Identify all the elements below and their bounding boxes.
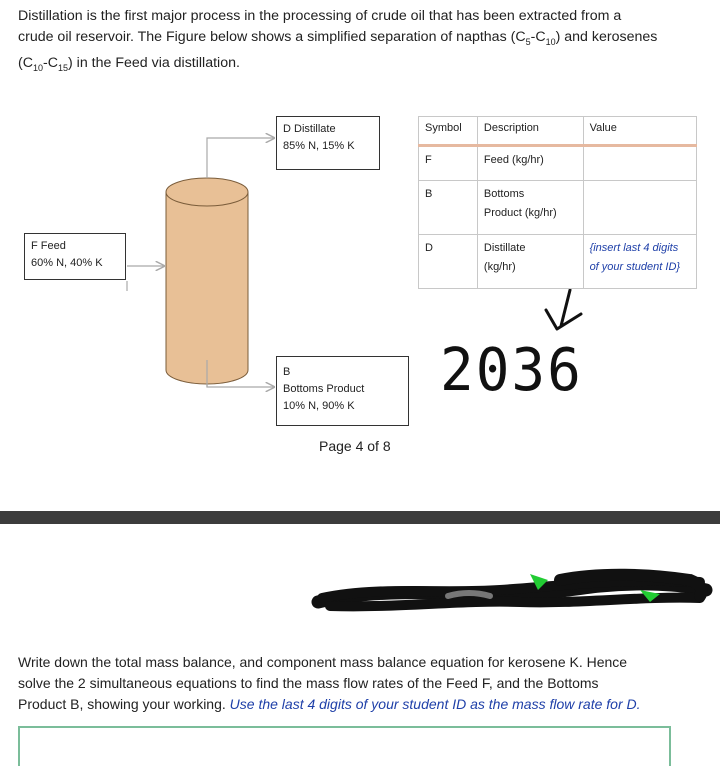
header-symbol: Symbol (419, 117, 478, 146)
question-line-2: solve the 2 simultaneous equations to find the mass flow rates of the Feed F, and the Bottoms (18, 675, 599, 691)
intro-line-1: Distillation is the first major process in the processing of crude oil that has been extracted from a (18, 8, 622, 24)
answer-box[interactable] (18, 726, 671, 766)
column-body (166, 192, 248, 384)
feed-box (24, 233, 126, 280)
feed-label: F Feed (31, 240, 66, 252)
table-row (419, 146, 697, 181)
distillate-line (207, 138, 274, 178)
flow-table (418, 116, 697, 289)
row-value: {insert last 4 digits of your student ID} (583, 235, 696, 289)
table-row (419, 235, 697, 289)
table-row (419, 181, 697, 235)
row-description: Distillate (kg/hr) (477, 235, 583, 289)
column-top (166, 178, 248, 206)
distillate-composition: 85% N, 15% K (283, 140, 355, 152)
question-paragraph (18, 652, 710, 715)
intro-line-2: crude oil reservoir. The Figure below shows a simplified separation of napthas $(C_5-C_{10})$ and kerosenes (18, 29, 658, 47)
row-description: Feed (kg/hr) (477, 146, 583, 181)
distillate-label: D Distillate (283, 123, 336, 135)
table-header-row (419, 117, 697, 146)
row-value (583, 181, 696, 235)
intro-line-3: $(C_{10}-C_{15})$ in the Feed via distillation. (18, 54, 240, 73)
handwritten-arrow-icon (546, 290, 581, 329)
row-value (583, 146, 696, 181)
bottoms-label: Bottoms Product (283, 383, 365, 395)
page-number: Page 4 of 8 (319, 438, 391, 454)
row-symbol: F (419, 146, 478, 181)
question-line-1: Write down the total mass balance, and component mass balance equation for kerosene K. Hence (18, 654, 628, 670)
distillate-box (276, 116, 380, 170)
bottoms-line (207, 384, 274, 387)
row-symbol: B (419, 181, 478, 235)
header-value: Value (583, 117, 696, 146)
question-line-3: Product B, showing your working. Use the last 4 digits of your student ID as the mass flow rate for D. (18, 696, 641, 712)
row-description: Bottoms Product (kg/hr) (477, 181, 583, 235)
feed-composition: 60% N, 40% K (31, 257, 103, 269)
bottoms-symbol: B (283, 366, 291, 378)
page-divider (0, 511, 720, 524)
redaction-scribble (0, 560, 720, 640)
bottoms-composition: 10% N, 90% K (283, 400, 355, 412)
header-description: Description (477, 117, 583, 146)
row-symbol: D (419, 235, 478, 289)
bottoms-box (276, 356, 409, 426)
handwritten-number: 2036 (440, 336, 583, 405)
